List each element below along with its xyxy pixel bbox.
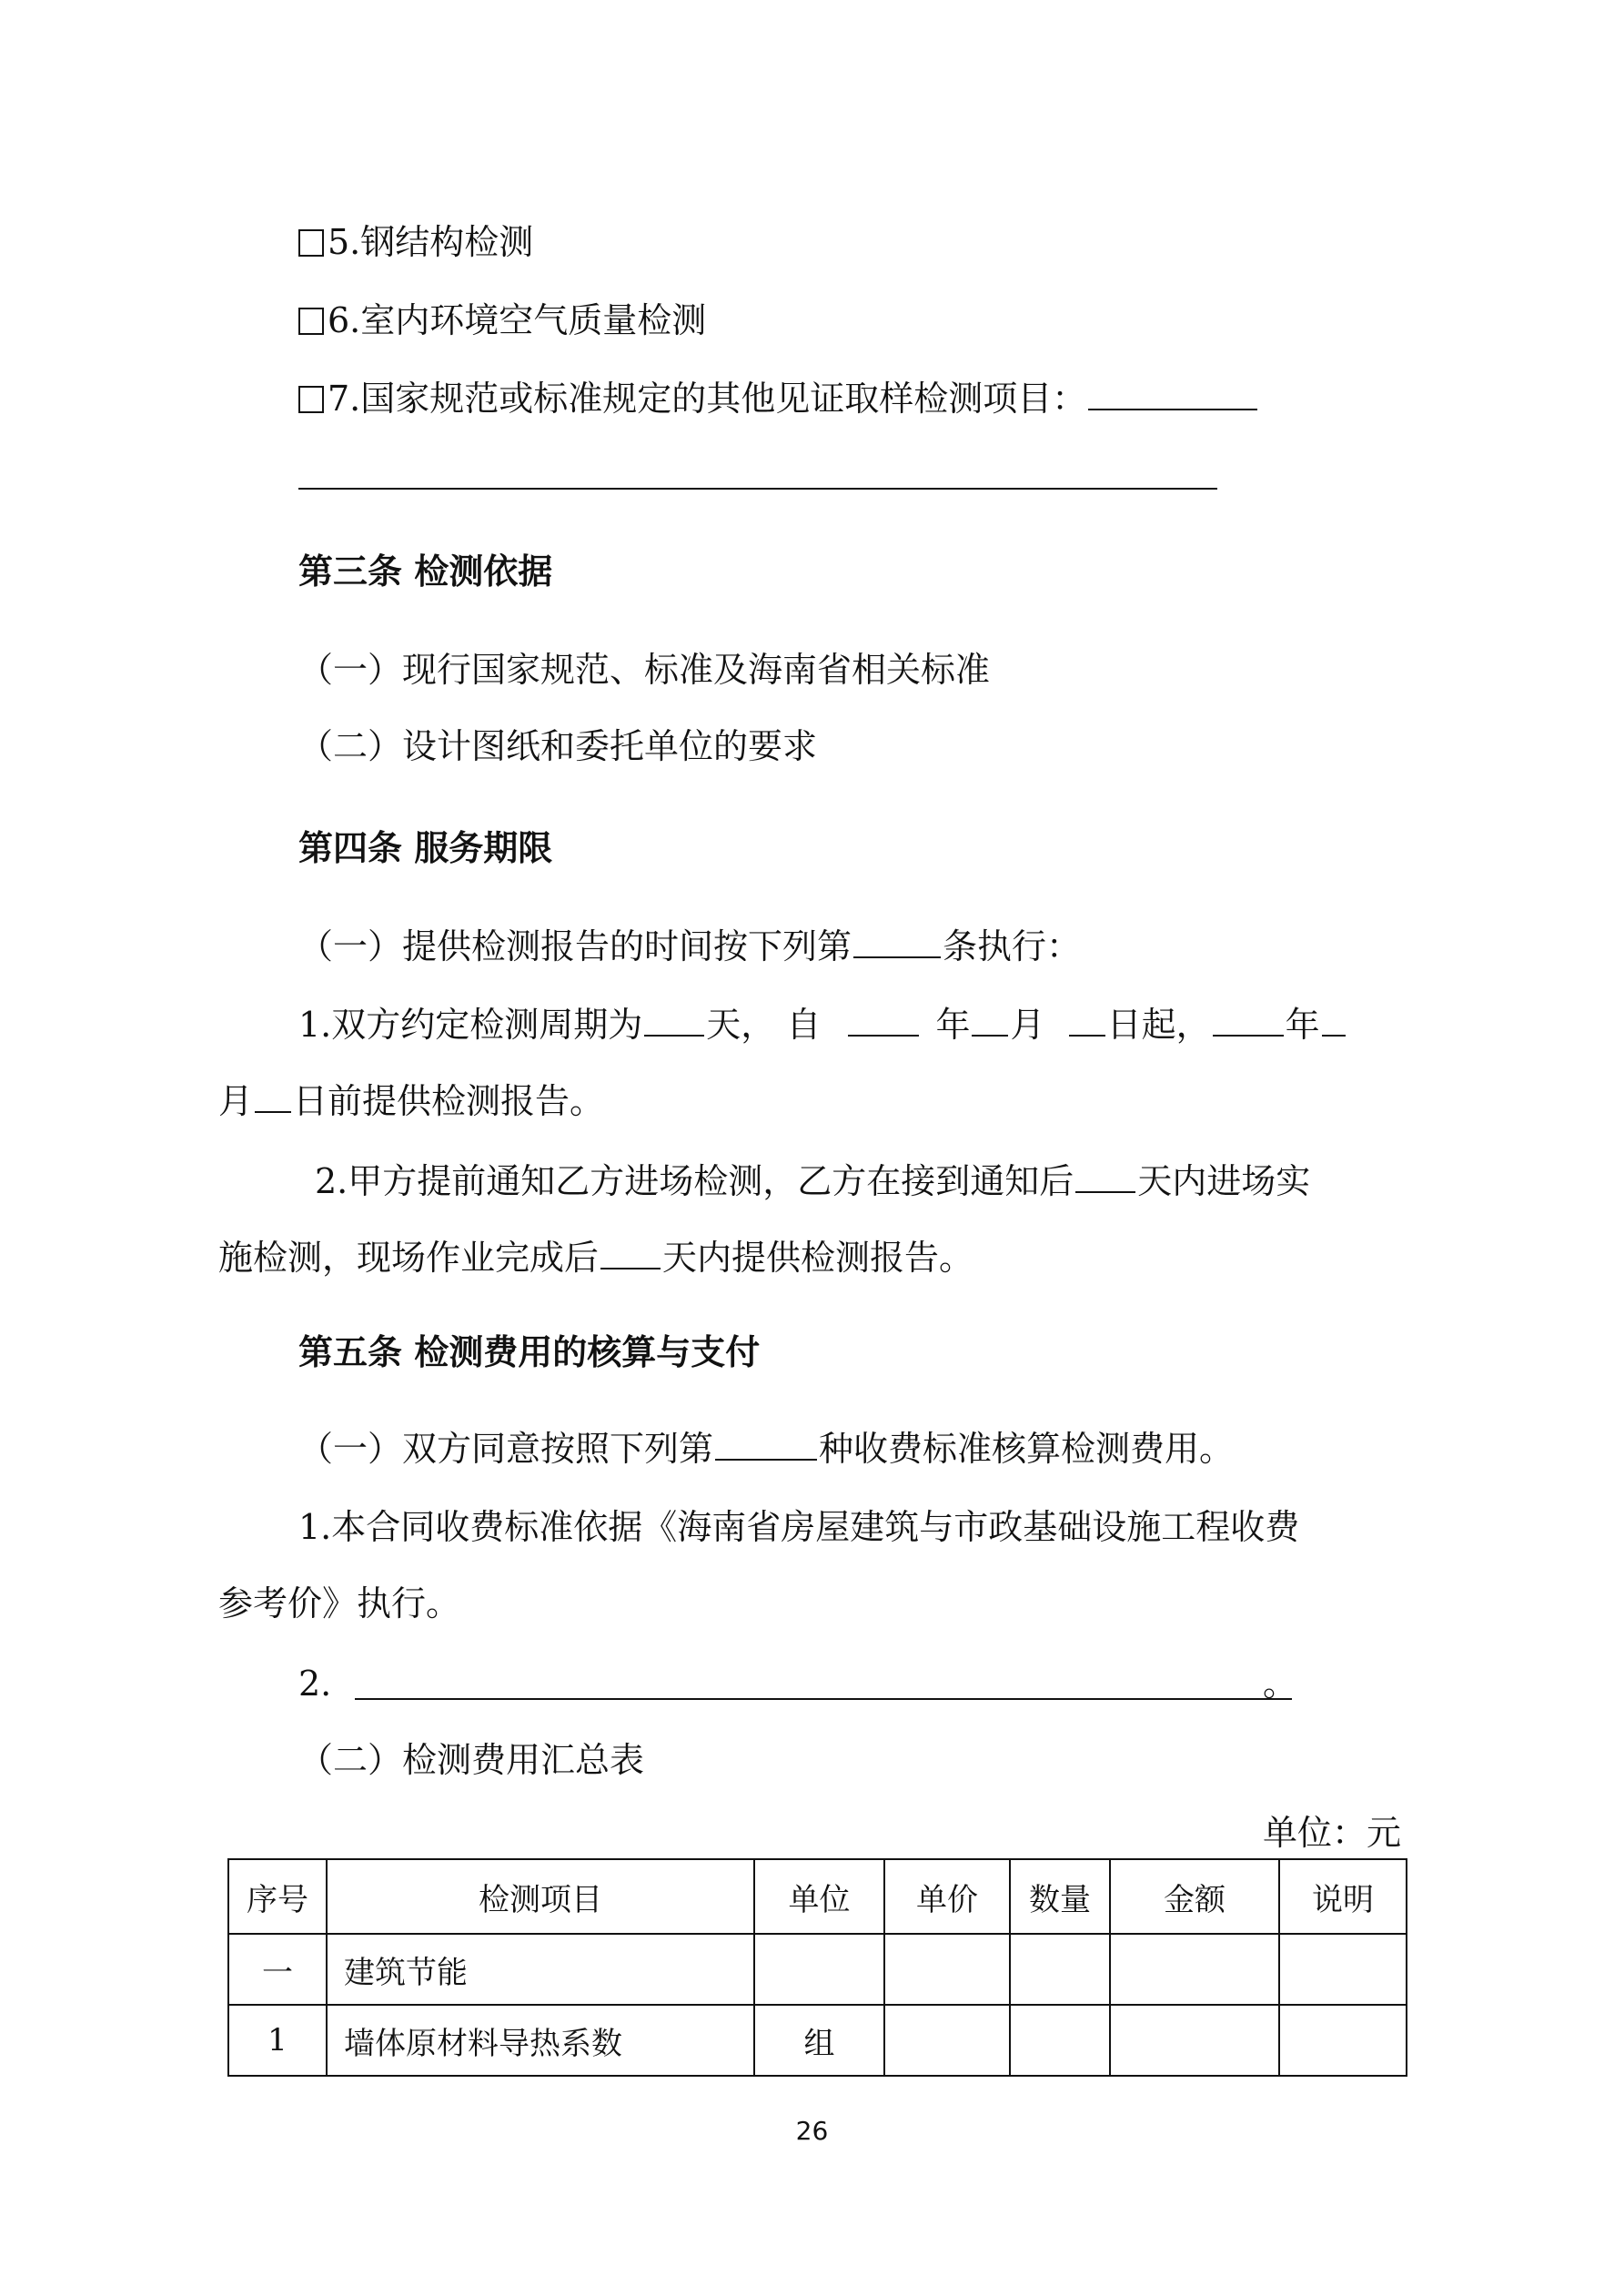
end-month-blank-part[interactable] [1322, 1004, 1346, 1037]
report-days-blank[interactable] [600, 1237, 661, 1269]
cell-unit[interactable] [754, 1934, 884, 2005]
cell-price[interactable] [884, 2005, 1010, 2076]
entry-days-blank[interactable] [1075, 1160, 1135, 1193]
cell-unit[interactable]: 组 [754, 2005, 884, 2076]
article-4-opt2-line2: 施检测，现场作业完成后 天内提供检测报告。 [218, 1238, 974, 1278]
item-6: 6.室内环境空气质量检测 [298, 298, 706, 342]
article-4-opt1-line1: 1.双方约定检测周期为 天， 自 年 月 日起， 年 [298, 1003, 1347, 1047]
end-year-blank[interactable] [1213, 1004, 1284, 1037]
article-4-heading: 第四条 服务期限 [298, 828, 553, 868]
checkbox-item-5[interactable] [298, 229, 324, 257]
start-month-blank[interactable] [972, 1004, 1008, 1037]
end-day-blank[interactable] [255, 1080, 291, 1113]
article-3-p2: （二）设计图纸和委托单位的要求 [298, 726, 818, 766]
article-4-opt1-line2: 月 日前提供检测报告。 [218, 1081, 605, 1121]
article-5-p2: （二）检测费用汇总表 [298, 1740, 645, 1780]
item-7-blank[interactable] [1088, 378, 1257, 410]
table-row [228, 2005, 1407, 2076]
header-unit: 单位 [754, 1859, 884, 1934]
table-row [228, 1934, 1407, 2005]
article-3-p1: （一）现行国家规范、标准及海南省相关标准 [298, 650, 991, 690]
header-seq: 序号 [228, 1859, 327, 1934]
article-5-heading: 第五条 检测费用的核算与支付 [298, 1332, 761, 1372]
cell-amount[interactable] [1110, 1934, 1279, 2005]
fee-summary-table [227, 1858, 1407, 2077]
header-item: 检测项目 [327, 1859, 754, 1934]
fee-standard-blank[interactable] [715, 1428, 817, 1461]
header-quantity: 数量 [1010, 1859, 1110, 1934]
item-7: 7.国家规范或标准规定的其他见证取样检测项目： [298, 377, 1259, 420]
start-day-blank[interactable] [1069, 1004, 1105, 1037]
cell-seq: 1 [228, 2005, 327, 2076]
item-7-continuation-line[interactable] [298, 488, 1217, 490]
cycle-days-blank[interactable] [644, 1004, 704, 1037]
article-5-p1: （一）双方同意按照下列第 种收费标准核算检测费用。 [298, 1429, 1235, 1469]
cell-note[interactable] [1279, 1934, 1407, 2005]
checkbox-item-7[interactable] [298, 386, 324, 413]
table-header-row [228, 1859, 1407, 1934]
article-4-p1: （一）提供检测报告的时间按下列第 条执行： [298, 926, 1082, 966]
header-amount: 金额 [1110, 1859, 1279, 1934]
cell-amount[interactable] [1110, 2005, 1279, 2076]
fee-other-standard-line[interactable] [355, 1698, 1292, 1700]
header-note: 说明 [1279, 1859, 1407, 1934]
start-year-blank[interactable] [848, 1004, 919, 1037]
cell-item: 建筑节能 [327, 1934, 754, 2005]
item-5: 5.钢结构检测 [298, 220, 533, 264]
cell-seq: 一 [228, 1934, 327, 2005]
cell-note[interactable] [1279, 2005, 1407, 2076]
article-4-option-blank[interactable] [853, 925, 941, 958]
article-3-heading: 第三条 检测依据 [298, 551, 553, 592]
cell-item: 墙体原材料导热系数 [327, 2005, 754, 2076]
cell-quantity[interactable] [1010, 2005, 1110, 2076]
checkbox-item-6[interactable] [298, 308, 324, 335]
article-5-opt2-end: 。 [1263, 1664, 1298, 1704]
article-4-opt2-line1: 2.甲方提前通知乙方进场检测，乙方在接到通知后 天内进场实 [315, 1161, 1311, 1201]
cell-price[interactable] [884, 1934, 1010, 2005]
header-price: 单价 [884, 1859, 1010, 1934]
unit-label: 单位：元 [1263, 1813, 1402, 1853]
article-5-opt2: 2. [298, 1664, 332, 1704]
article-5-opt1-line1: 1.本合同收费标准依据《海南省房屋建筑与市政基础设施工程收费 [298, 1507, 1300, 1547]
cell-quantity[interactable] [1010, 1934, 1110, 2005]
page-number: 26 [795, 2116, 829, 2146]
article-5-opt1-line2: 参考价》执行。 [218, 1583, 461, 1623]
